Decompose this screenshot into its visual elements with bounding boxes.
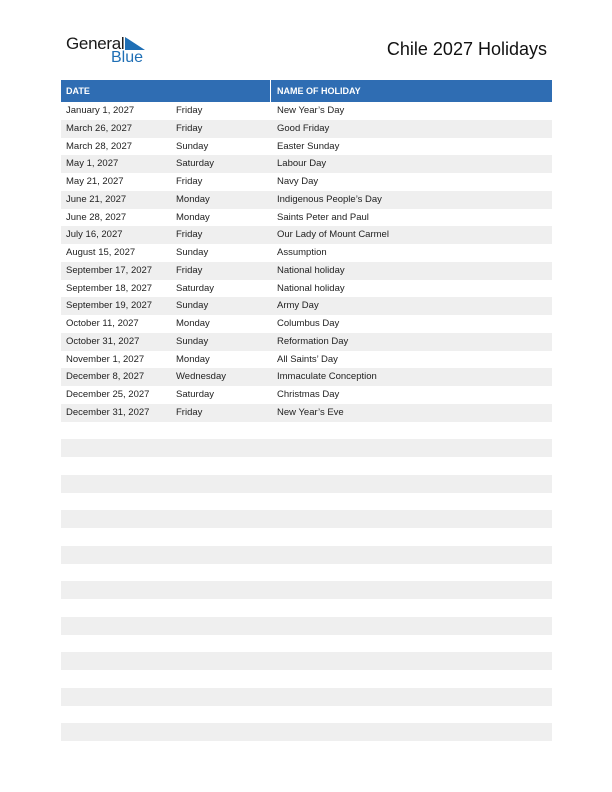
table-row bbox=[61, 510, 552, 528]
row-holiday-name: Army Day bbox=[277, 300, 319, 312]
row-weekday: Monday bbox=[176, 193, 210, 205]
table-row bbox=[61, 599, 552, 617]
row-holiday-name: Columbus Day bbox=[277, 318, 340, 329]
row-date: September 17, 2027 bbox=[66, 264, 153, 276]
row-date: May 1, 2027 bbox=[66, 158, 119, 170]
table-row bbox=[61, 528, 552, 546]
table-row bbox=[61, 155, 552, 173]
header-date: DATE bbox=[66, 86, 90, 96]
table-row bbox=[61, 262, 552, 280]
row-weekday: Friday bbox=[176, 122, 203, 134]
logo-word-general: General bbox=[66, 34, 125, 53]
row-date: March 26, 2027 bbox=[66, 122, 133, 134]
row-date: June 21, 2027 bbox=[66, 193, 127, 205]
row-weekday: Sunday bbox=[176, 335, 209, 347]
row-date: May 21, 2027 bbox=[66, 176, 124, 187]
header-divider bbox=[270, 80, 271, 102]
table-row bbox=[61, 138, 552, 156]
header-holiday-name: NAME OF HOLIDAY bbox=[277, 86, 361, 96]
table-row bbox=[61, 226, 552, 244]
table-row bbox=[61, 688, 552, 706]
row-holiday-name: Navy Day bbox=[277, 176, 319, 187]
table-row bbox=[61, 209, 552, 227]
table-row bbox=[61, 652, 552, 670]
row-weekday: Friday bbox=[176, 264, 203, 276]
table-row bbox=[61, 546, 552, 564]
table-row bbox=[61, 102, 552, 120]
table-row bbox=[61, 280, 552, 298]
table-row bbox=[61, 457, 552, 475]
row-holiday-name: New Year’s Eve bbox=[277, 406, 344, 418]
row-date: June 28, 2027 bbox=[66, 211, 127, 223]
row-date: December 8, 2027 bbox=[66, 371, 145, 383]
row-holiday-name: New Year’s Day bbox=[277, 105, 345, 116]
holiday-table bbox=[61, 80, 552, 741]
table-row bbox=[61, 422, 552, 440]
row-date: October 31, 2027 bbox=[66, 335, 140, 347]
table-row bbox=[61, 617, 552, 635]
table-row bbox=[61, 635, 552, 653]
row-holiday-name: Good Friday bbox=[277, 122, 330, 134]
row-weekday: Sunday bbox=[176, 140, 209, 152]
table-row bbox=[61, 439, 552, 457]
table-row bbox=[61, 120, 552, 138]
row-date: January 1, 2027 bbox=[66, 105, 135, 116]
logo-word-blue: Blue bbox=[111, 49, 144, 66]
table-row bbox=[61, 386, 552, 404]
row-holiday-name: Easter Sunday bbox=[277, 140, 340, 152]
table-row bbox=[61, 475, 552, 493]
row-weekday: Friday bbox=[176, 229, 203, 241]
row-holiday-name: Reformation Day bbox=[277, 335, 349, 347]
table-row bbox=[61, 351, 552, 369]
row-holiday-name: National holiday bbox=[277, 282, 345, 294]
row-weekday: Friday bbox=[176, 176, 203, 187]
row-date: December 25, 2027 bbox=[66, 389, 150, 400]
row-weekday: Monday bbox=[176, 211, 210, 223]
row-holiday-name: Saints Peter and Paul bbox=[277, 211, 369, 223]
row-weekday: Saturday bbox=[176, 389, 215, 400]
table-row bbox=[61, 173, 552, 191]
table-row bbox=[61, 723, 552, 741]
row-holiday-name: National holiday bbox=[277, 264, 345, 276]
row-date: August 15, 2027 bbox=[66, 247, 136, 258]
row-weekday: Sunday bbox=[176, 247, 209, 258]
row-date: September 18, 2027 bbox=[66, 282, 153, 294]
row-holiday-name: Labour Day bbox=[277, 158, 327, 170]
table-row bbox=[61, 706, 552, 724]
page-title: Chile 2027 Holidays bbox=[386, 39, 547, 59]
row-weekday: Friday bbox=[176, 105, 203, 116]
row-date: November 1, 2027 bbox=[66, 353, 145, 365]
row-weekday: Friday bbox=[176, 406, 203, 418]
row-weekday: Monday bbox=[176, 318, 210, 329]
row-weekday: Monday bbox=[176, 353, 210, 365]
row-holiday-name: Assumption bbox=[277, 247, 327, 258]
table-row bbox=[61, 244, 552, 262]
brand-logo bbox=[66, 34, 156, 68]
row-weekday: Saturday bbox=[176, 158, 215, 170]
row-weekday: Sunday bbox=[176, 300, 209, 312]
row-weekday: Saturday bbox=[176, 282, 215, 294]
row-date: July 16, 2027 bbox=[66, 229, 123, 241]
row-date: March 28, 2027 bbox=[66, 140, 133, 152]
table-row bbox=[61, 315, 552, 333]
table-row bbox=[61, 581, 552, 599]
table-body bbox=[61, 102, 552, 741]
row-weekday: Wednesday bbox=[176, 371, 226, 383]
row-holiday-name: Indigenous People’s Day bbox=[277, 193, 382, 205]
table-row bbox=[61, 564, 552, 582]
table-row bbox=[61, 670, 552, 688]
row-date: October 11, 2027 bbox=[66, 318, 139, 329]
row-date: December 31, 2027 bbox=[66, 406, 150, 418]
table-row bbox=[61, 404, 552, 422]
row-holiday-name: All Saints’ Day bbox=[277, 353, 338, 365]
table-header bbox=[61, 80, 552, 102]
table-row bbox=[61, 493, 552, 511]
table-row bbox=[61, 368, 552, 386]
row-holiday-name: Christmas Day bbox=[277, 389, 340, 400]
table-row bbox=[61, 191, 552, 209]
row-holiday-name: Immaculate Conception bbox=[277, 371, 377, 383]
table-row bbox=[61, 333, 552, 351]
table-row bbox=[61, 297, 552, 315]
row-holiday-name: Our Lady of Mount Carmel bbox=[277, 229, 389, 241]
row-date: September 19, 2027 bbox=[66, 300, 153, 312]
